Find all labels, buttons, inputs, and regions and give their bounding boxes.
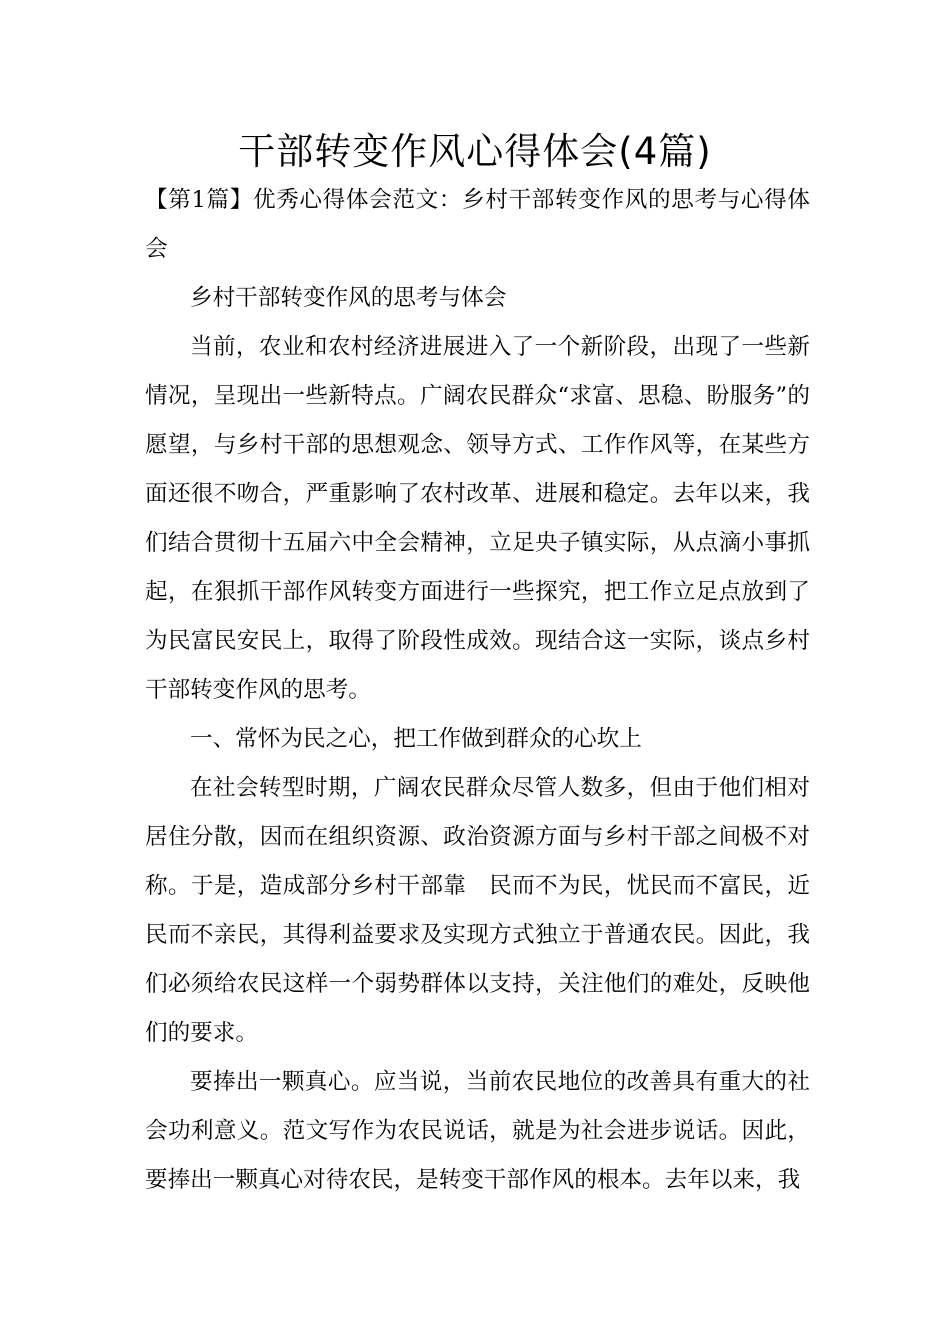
document-title: 干部转变作风心得体会(4篇) (238, 130, 712, 173)
section-heading: 【第1篇】优秀心得体会范文：乡村干部转变作风的思考与心得体会 (145, 187, 810, 262)
body-paragraph: 当前，农业和农村经济进展进入了一个新阶段，出现了一些新情况，呈现出一些新特点。广阔农民群众“求富、思稳、盼服务”的愿望，与乡村干部的思想观念、领导方式、工作作风等，在某些方面还很不吻合，严重影响了农村改革、进展和稳定。去年以来，我们结合贯彻十五届六中全会精神，立足央子镇实际，从点滴小事抓起，在狠抓干部作风转变方面进行一些探究，把工作立足点放到了为民富民安民上，取得了阶段性成效。现结合这一实际，谈点乡村干部转变作风的思考。 (145, 334, 810, 703)
body-paragraph: 要捧出一颗真心。应当说，当前农民地位的改善具有重大的社会功利意义。范文写作为农民说话，就是为社会进步说话。因此，要捧出一颗真心对待农民，是转变干部作风的根本。去年以来，我 (145, 1069, 810, 1193)
document-body (145, 176, 810, 1205)
body-paragraph: 在社会转型时期，广阔农民群众尽管人数多，但由于他们相对居住分散，因而在组织资源、政治资源方面与乡村干部之间极不对称。于是，造成部分乡村干部靠 民而不为民，忧民而不富民，近民而不亲民，其得利益要求及实现方式独立于普通农民。因此，我们必须给农民这样一个弱势群体以支持，关注他们的难处，反映他们的要求。 (145, 775, 810, 1046)
subsection-heading: 一、常怀为民之心，把工作做到群众的心坎上 (190, 726, 642, 752)
article-subtitle: 乡村干部转变作风的思考与体会 (190, 285, 507, 311)
